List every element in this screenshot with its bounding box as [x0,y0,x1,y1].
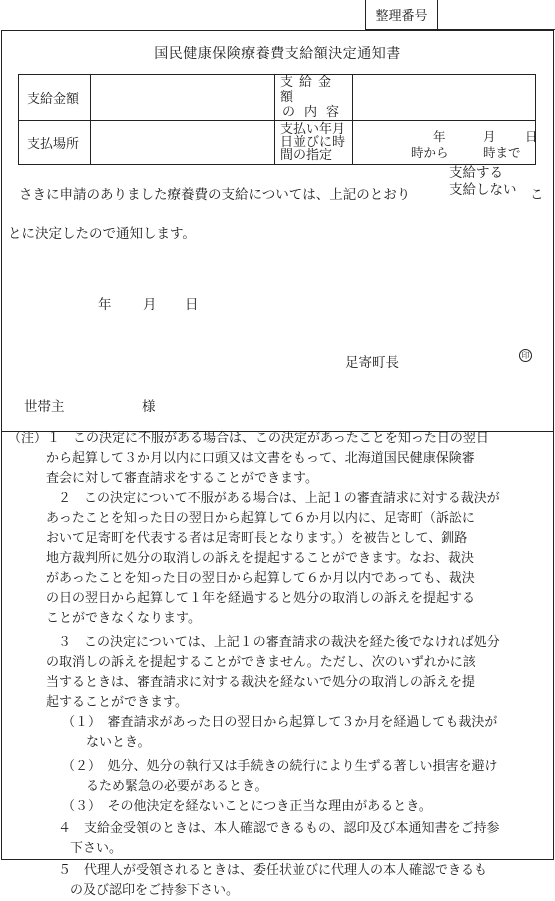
amount-content-label-line1: 支給金額 [280,75,338,105]
body-text-line2: とに決定したので通知します。 [8,226,196,242]
amount-content-field[interactable] [353,75,536,121]
recipient-suffix: 様 [142,399,156,415]
seal-mark-icon: 印 [519,349,532,362]
payment-datetime-label-line2: 日並びに時 [280,135,346,150]
payment-datetime-label [275,121,353,165]
note-line: 下さい。 [70,841,123,856]
note-line: ことができなくなります。 [46,611,201,626]
note-line: 地方裁判所に処分の取消しの訴えを提起することができます。なお、裁決 [46,551,474,566]
registration-number-field[interactable] [438,0,555,29]
payment-datetime-label-line1: 支払い年月 [280,122,346,137]
amount-label: 支給金額 [19,75,91,121]
date-day: 日 [185,297,199,313]
date-year: 年 [98,297,112,313]
note-line: （２） 処分、処分の執行又は手続きの続行により生ずる著しい損害を避け [62,759,498,774]
note-line: ４ 支給金受領のときは、本人確認できるもの、認印及び本通知書をご持参 [58,821,500,836]
note-line: おいて足寄町を代表する者は足寄町長となります。）を被告として、釧路 [46,531,468,546]
note-line: ２ この決定について不服がある場合は、上記１の審査請求に対する裁決が [58,491,500,506]
body-text-after-choice: こ [530,187,544,203]
amount-content-label-line2: の内容 [282,105,349,120]
note-line: ５ 代理人が受領されるときは、委任状並びに代理人の本人確認できるも [58,863,488,878]
datetime-day: 日 [525,128,538,144]
payment-place-label: 支払場所 [19,121,91,165]
payment-place-field[interactable] [91,121,275,165]
issuer-name: 足寄町長 [345,355,399,371]
note-line: の取消しの訴えを提起することができません。ただし、次のいずれかに該 [46,655,476,670]
note-line: の及び認印をご持参下さい。 [70,883,240,898]
choice-option-not-pay[interactable]: 支給しない [449,182,517,198]
note-line: があったことを知った日の翌日から起算して６か月以内であっても、裁決 [46,571,475,586]
registration-number-box [365,0,555,30]
note-line: （３） その他決定を経ないことにつき正当な理由があるとき。 [62,799,432,814]
datetime-year: 年 [433,128,446,144]
date-month: 月 [143,297,157,313]
note-line: るため緊急の必要があるとき。 [86,779,268,794]
recipient-label: 世帯主 [24,399,65,415]
payment-info-table [18,74,536,165]
note-line: （注）１ この決定に不服がある場合は、この決定があったことを知った日の翌日 [8,431,489,446]
note-line: ３ この決定については、上記１の審査請求の裁決を経た後でなければ処分 [58,635,500,650]
note-line: 査会に対して審査請求をすることができます。 [46,471,318,486]
note-line: あったことを知った日の翌日から起算して６か月以内に、足寄町（訴訟に [46,511,475,526]
payment-datetime-field[interactable] [353,121,536,165]
payment-datetime-label-line3: 間の指定 [280,148,333,163]
datetime-month: 月 [483,128,496,144]
note-line: ないとき。 [86,735,151,750]
note-line: （１） 審査請求があった日の翌日から起算して３か月を経過しても裁決が [62,715,498,730]
note-line: 起することができます。 [46,695,188,710]
amount-field[interactable] [91,75,275,121]
amount-content-label [275,75,353,121]
note-line: 当するときは、審査請求に対する裁決を経ないで処分の取消しの訴えを提 [46,675,476,690]
note-line: から起算して３か月以内に口頭又は文書をもって、北海道国民健康保険審 [46,451,475,466]
datetime-from: 時から [411,144,449,160]
body-text-before-choice: さきに申請のありました療養費の支給については、上記のとおり [19,187,411,203]
note-line: の日の翌日から起算して１年を経過すると処分の取消しの訴えを提起する [46,591,476,606]
datetime-until: 時まで [483,144,521,160]
registration-number-label: 整理番号 [366,0,438,29]
document-title: 国民健康保険療養費支給額決定通知書 [154,46,401,62]
choice-option-pay[interactable]: 支給する [449,165,503,181]
